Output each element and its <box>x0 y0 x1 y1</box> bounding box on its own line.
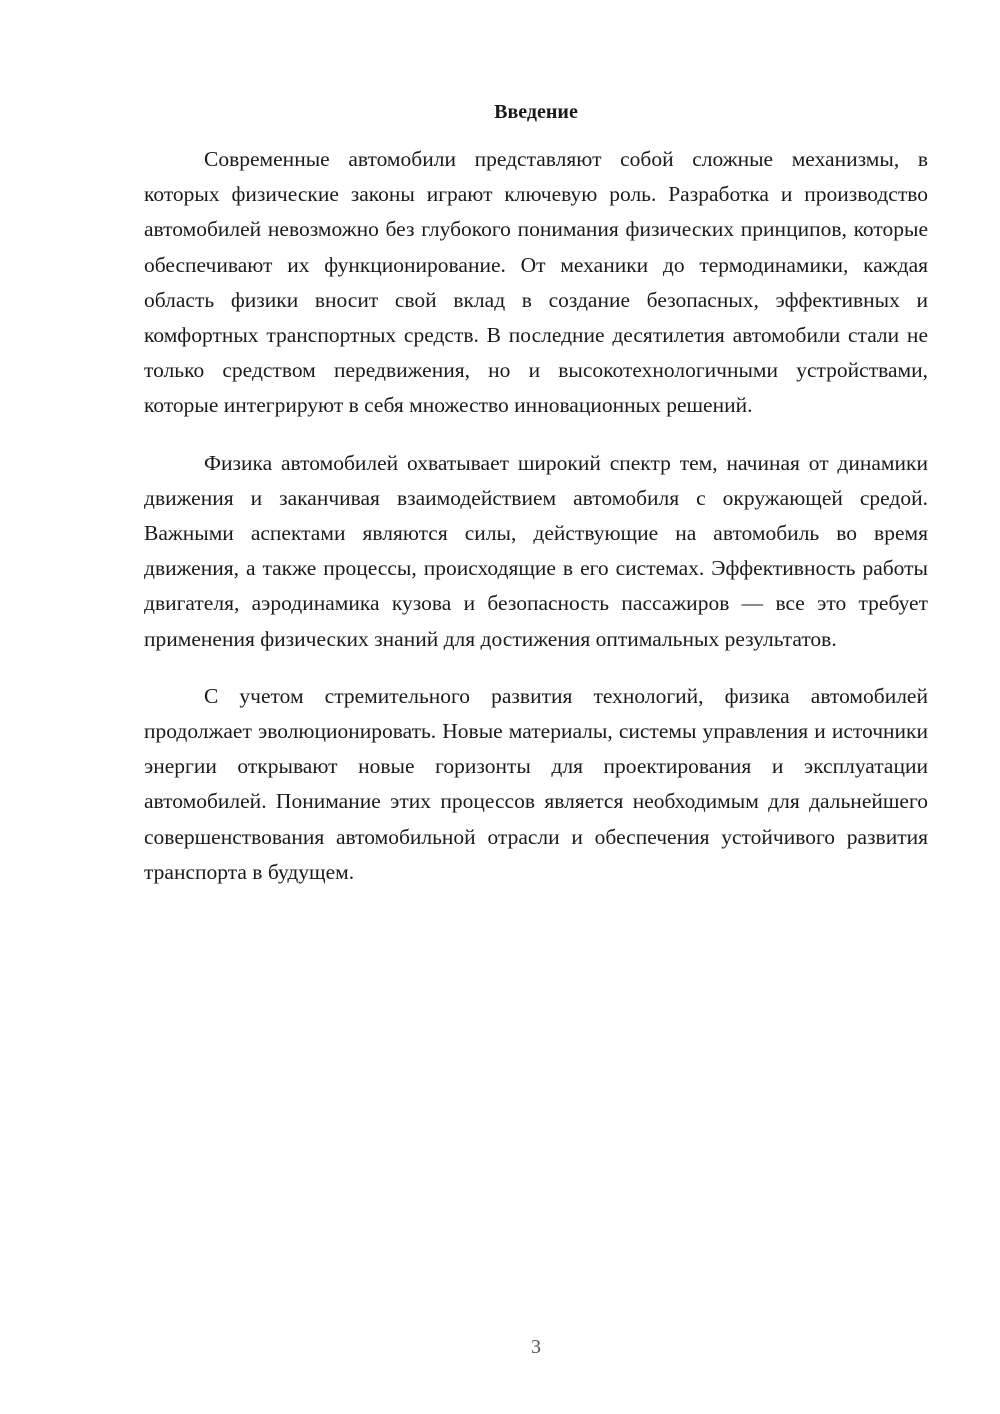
paragraph-scope: Физика автомобилей охватывает широкий спектр тем, начиная от динамики движения и заканчивая взаимодействием автомобиля с окружающей средой. Важными аспектами являются силы, действующие на автомобиль во время движения, а также процессы, происходящие в его системах. Эффективность работы двигателя, аэродинамика кузова и безопасность пассажиров — все это требует применения физических знаний для достижения оптимальных результатов. <box>144 450 928 651</box>
paragraph-evolution: С учетом стремительного развития технологий, физика автомобилей продолжает эволюционировать. Новые материалы, системы управления и источники энергии открывают новые горизонты для проектирования и эксплуатации автомобилей. Понимание этих процессов является необходимым для дальнейшего совершенствования автомобильной отрасли и обеспечения устойчивого развития транспорта в будущем. <box>144 683 928 884</box>
paragraph-intro: Современные автомобили представляют собой сложные механизмы, в которых физические законы играют ключевую роль. Разработка и производство автомобилей невозможно без глубокого понимания физических принципов, которые обеспечивают их функционирование. От механики до термодинамики, каждая область физики вносит свой вклад в создание безопасных, эффективных и комфортных транспортных средств. В последние десятилетия автомобили стали не только средством передвижения, но и высокотехнологичными устройствами, которые интегрируют в себя множество инновационных решений. <box>144 147 928 418</box>
body-text <box>144 142 928 912</box>
page-number: 3 <box>531 1336 541 1358</box>
section-heading: Введение <box>494 101 578 123</box>
